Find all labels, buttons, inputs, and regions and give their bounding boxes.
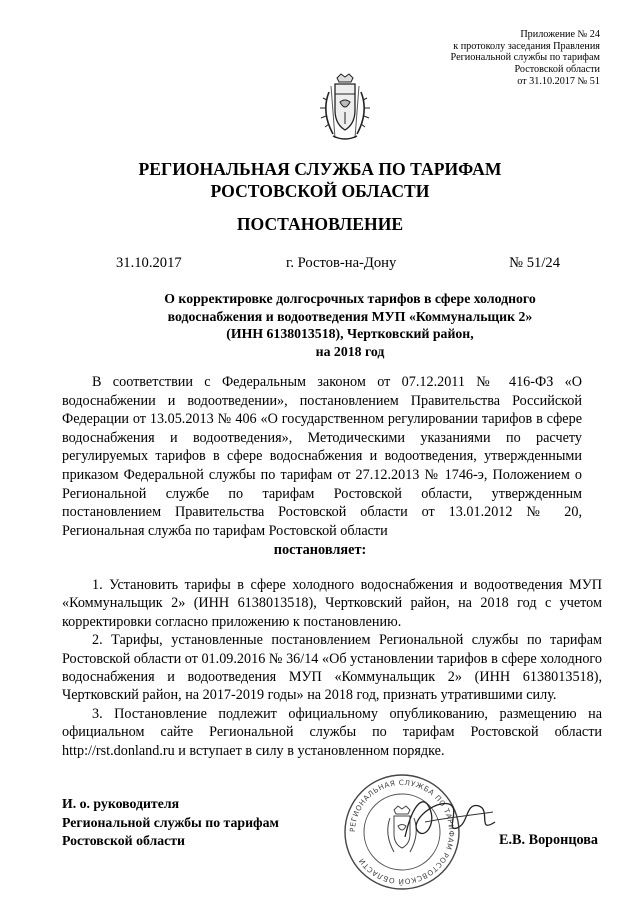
- document-type: ПОСТАНОВЛЕНИЕ: [236, 214, 404, 234]
- signer-title-line: Ростовской области: [62, 833, 186, 848]
- document-subject: [120, 290, 580, 360]
- document-city: г. Ростов-на-Дону: [286, 255, 397, 271]
- decree-item: 1. Установить тарифы в сфере холодного водоснабжения и водоотведения МУП «Коммунальщик 2» (ИНН 6138013518), Чертковский район, на 2018 год с учетом корректировки согласно приложению к постановлению.: [62, 577, 602, 630]
- subject-line: (ИНН 6138013518), Чертковский район,: [226, 326, 474, 341]
- appendix-line: к протоколу заседания Правления: [453, 40, 600, 52]
- signer-title-line: И. о. руководителя: [62, 796, 180, 811]
- seal-text: РЕГИОНАЛЬНАЯ СЛУЖБА ПО ТАРИФАМ РОСТОВСКОЙ ОБЛАСТИ: [347, 777, 457, 887]
- decree-word: постановляет:: [273, 542, 367, 558]
- appendix-line: Приложение № 24: [520, 29, 600, 40]
- document-date: 31.10.2017: [116, 255, 182, 271]
- subject-line: на 2018 год: [315, 343, 385, 359]
- document-number: № 51/24: [509, 255, 560, 271]
- coat-of-arms-icon: [315, 72, 375, 144]
- decree-items: [62, 576, 602, 760]
- organization-title-line: РЕГИОНАЛЬНАЯ СЛУЖБА ПО ТАРИФАМ: [138, 159, 502, 179]
- preamble-paragraph: В соответствии с Федеральным законом от 07.12.2011 № 416-ФЗ «О водоснабжении и водоотведении», постановлением Правительства Российской Федерации от 13.05.2013 № 406 «О государственном регулировании тарифов в сфере водоснабжения и водоотведения», Методическими указаниями по расчету регулируемых тарифов в сфере водоснабжения и водоотведения, утвержденными приказом Федеральной службы по тарифам от 27.12.2013 № 1746-э, Положением о Региональной службе по тарифам Ростовской области, утвержденным постановлением Правительства Ростовской области от 13.01.2012 № 20, Региональная служба по тарифам Ростовской области: [62, 374, 582, 539]
- subject-line: О корректировке долгосрочных тарифов в сфере холодного: [164, 291, 536, 306]
- signer-name: Е.В. Воронцова: [499, 832, 598, 848]
- signer-title-line: Региональной службы по тарифам: [62, 814, 279, 830]
- appendix-line: от 31.10.2017 № 51: [517, 75, 600, 87]
- signer-title: [62, 795, 279, 851]
- organization-title: [0, 158, 640, 202]
- appendix-reference: [340, 29, 600, 88]
- appendix-line: Ростовской области: [514, 64, 600, 76]
- decree-item: 2. Тарифы, установленные постановлением Региональной службы по тарифам Ростовской области от 01.09.2016 № 36/14 «Об установлении тарифов в сфере холодного водоснабжения и водоотведения МУП «Коммунальщик 2» (ИНН 6138013518), Чертковский район, на 2017-2019 годы» на 2018 год, признать утратившими силу.: [62, 632, 602, 704]
- handwritten-signature-icon: [395, 782, 505, 857]
- appendix-line: Региональной службы по тарифам: [450, 52, 600, 64]
- organization-title-line: РОСТОВСКОЙ ОБЛАСТИ: [210, 181, 430, 201]
- subject-line: водоснабжения и водоотведения МУП «Коммунальщик 2»: [167, 308, 533, 324]
- decree-item: 3. Постановление подлежит официальному опубликованию, размещению на официальном сайте Региональной службы по тарифам Ростовской области http://rst.donland.ru и вступает в силу в установленном порядке.: [62, 705, 602, 759]
